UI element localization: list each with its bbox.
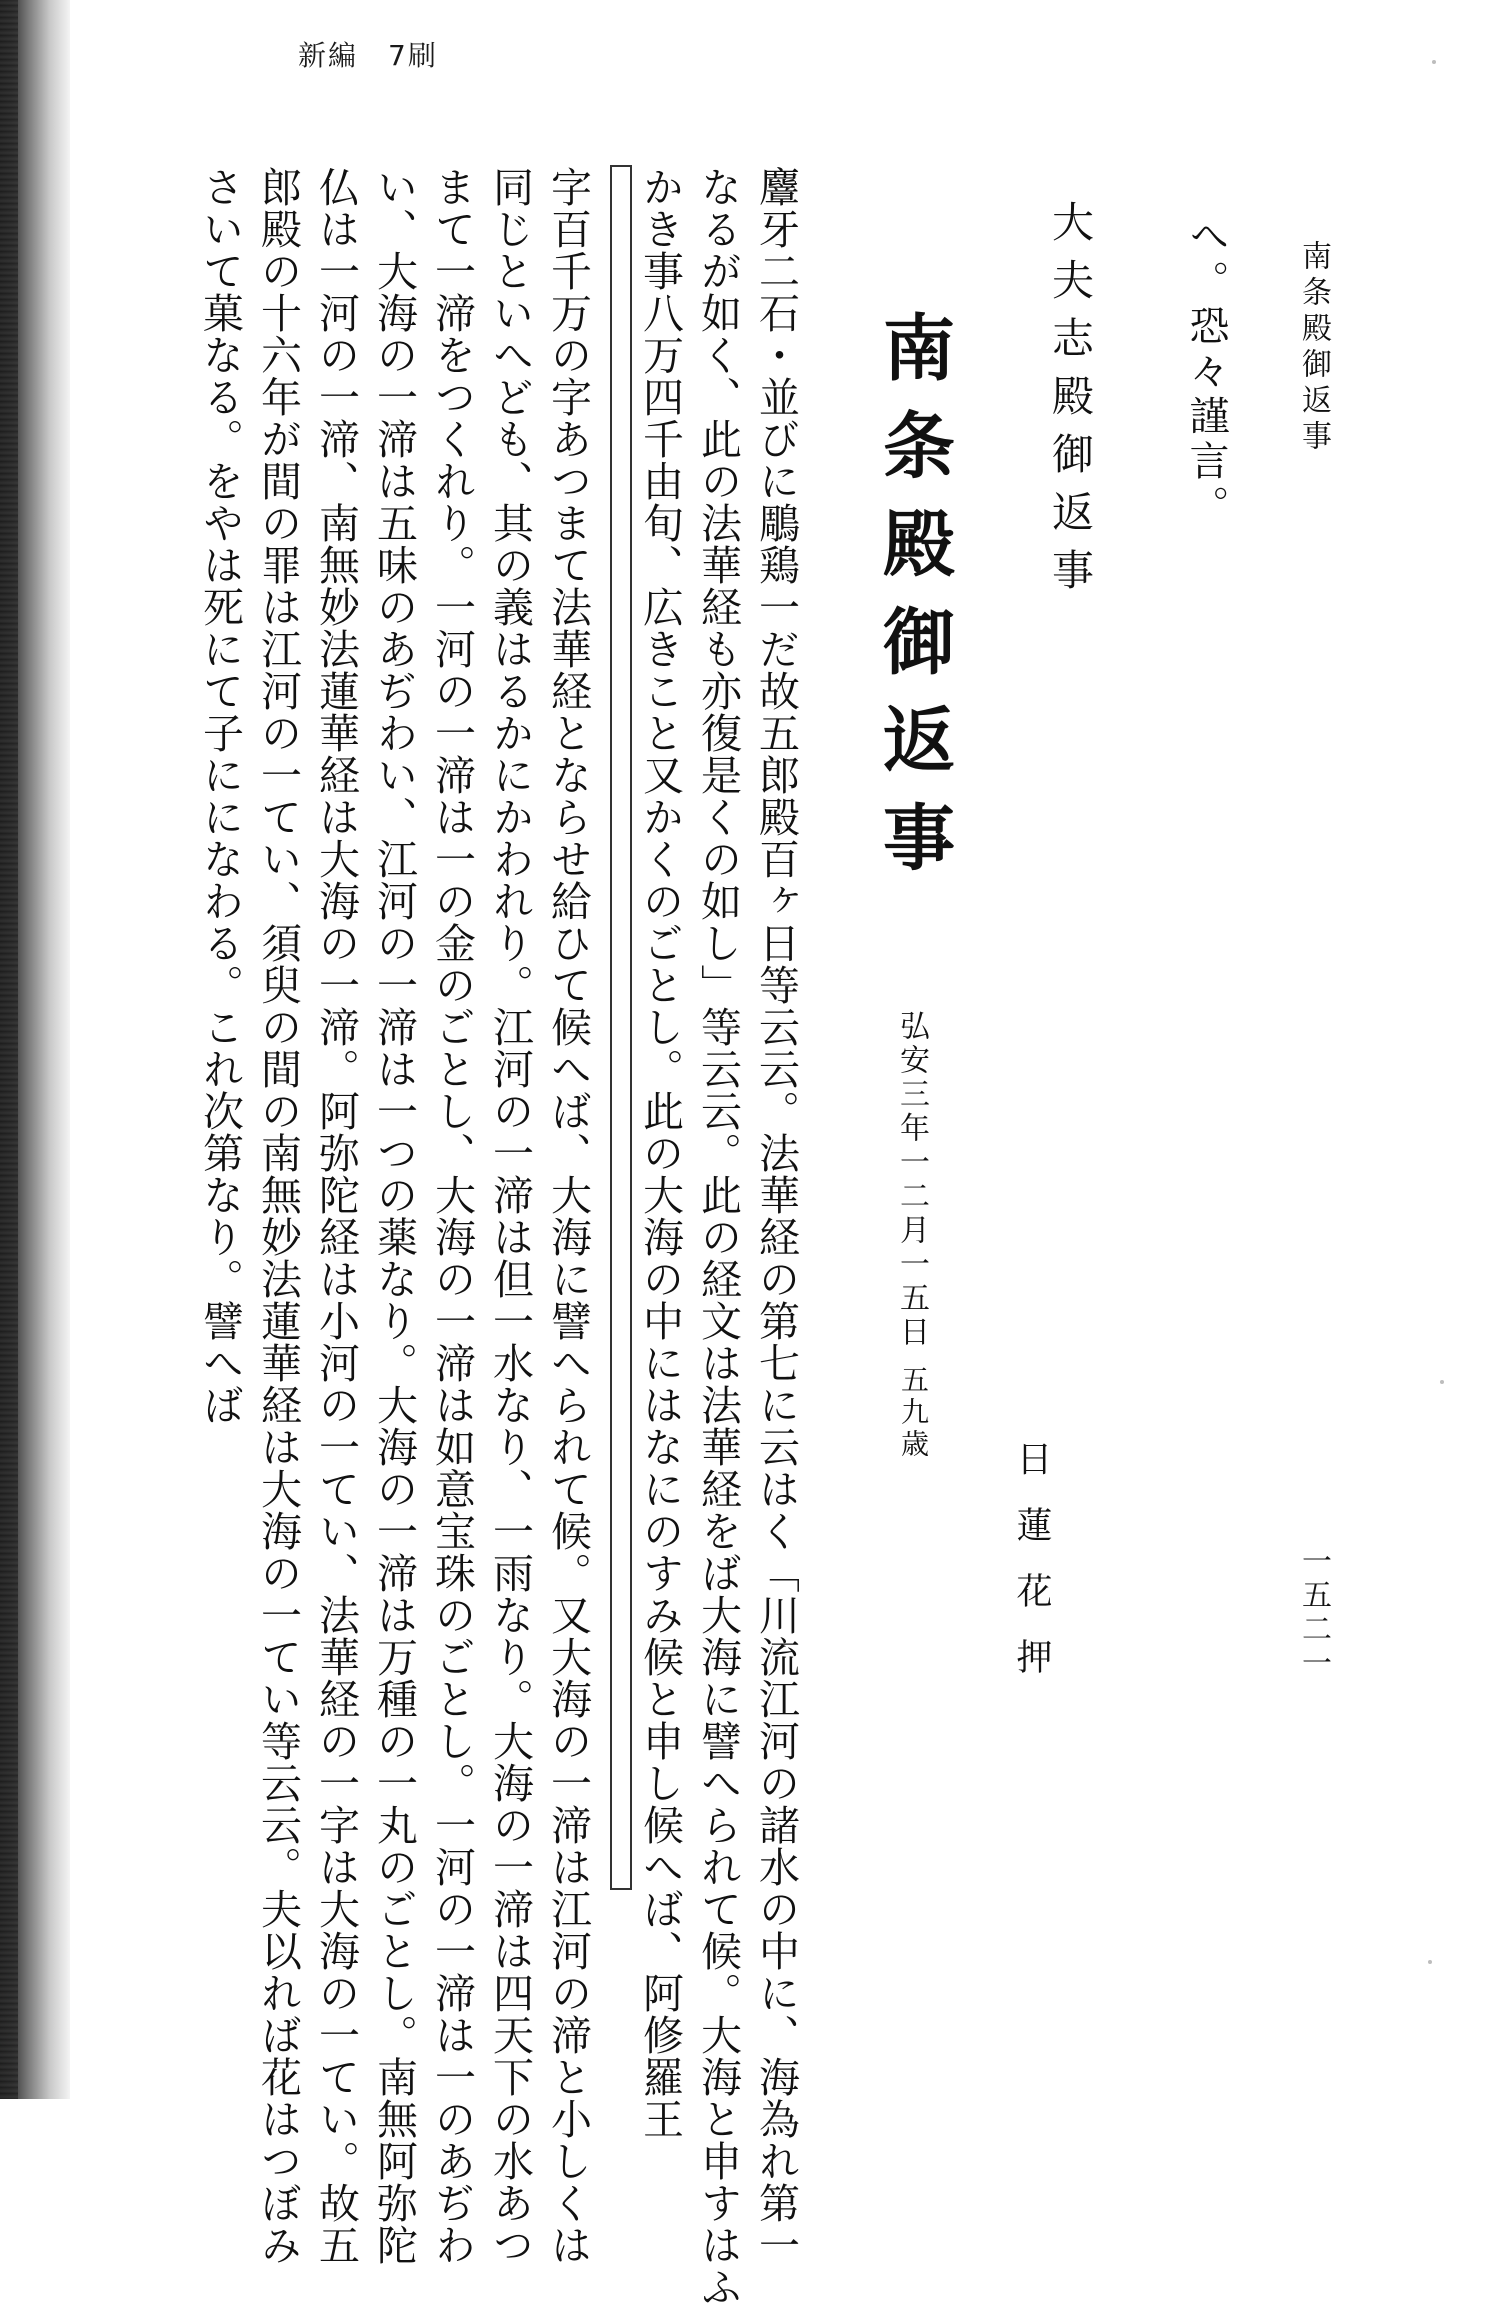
edition-label: 新編 7刷 [298, 39, 438, 72]
letter-date: 弘安三年一二月一五日 [894, 1010, 929, 1350]
body-line-3: かき事八万四千由旬、広きこと又かくのごとし。此の大海の中にはなにのすみ候と申し候へば、阿修羅王 [636, 166, 684, 2140]
gutter-binding [0, 0, 18, 2099]
running-head: 南条殿御返事 [1296, 240, 1331, 456]
body-line-4: 字百千万の字あつまて法華経とならせ給ひて候へば、大海に譬へられて候。又大海の一渧は江河の渧と小しくは [544, 166, 592, 2266]
addressee-line: 大夫志殿御返事 [1046, 200, 1095, 606]
body-line-10: さいて菓なる。をやは死にて子にになわる。これ次第なり。譬へば [196, 166, 244, 1426]
scan-speck [1428, 1960, 1432, 1964]
page-number: 一五二一 [1296, 1545, 1331, 1681]
body-line-5: 同じといへども、其の義はるかにかわれり。江河の一渧は但一水なり、一雨なり。大海の一渧は四天下の水あつ [486, 166, 534, 2266]
author-age: 五九歳 [897, 1365, 930, 1461]
book-gutter-shadow [0, 0, 70, 2099]
body-line-7: い、大海の一渧は五味のあぢわい、江河の一渧は一つの薬なり。大海の一渧は万種の一丸のごとし。南無阿弥陀 [370, 166, 418, 2266]
scan-speck [1432, 60, 1436, 64]
body-line-8: 仏は一河の一渧、南無妙法蓮華経は大海の一渧。阿弥陀経は小河の一てい、法華経の一字は大海の一てい。故五 [312, 166, 360, 2266]
body-line-1: 麞牙二石・並びに鵰鶏一だ故五郎殿百ヶ日等云云。法華経の第七に云はく「川流江河の諸水の中に、海為れ第一 [752, 166, 800, 2266]
scan-speck [1440, 1380, 1444, 1384]
body-line-9: 郎殿の十六年が間の罪は江河の一てい、須臾の間の南無妙法蓮華経は大海の一てい等云云。夫以れば花はつぼみ [254, 166, 302, 2266]
letter-title: 南条殿御返事 [871, 310, 956, 898]
closing-line: へ。恐々謹言。 [1183, 215, 1229, 530]
body-line-2: なるが如く、此の法華経も亦復是くの如し」等云云。此の経文は法華経をば大海に譬へられて候。大海と申すはふ [694, 166, 742, 2308]
letter-body [191, 166, 805, 2308]
author-signature: 日蓮花押 [1011, 1440, 1052, 1704]
body-line-6: まて一渧をつくれり。一河の一渧は一の金のごとし、大海の一渧は如意宝珠のごとし。一河の一渧は一のあぢわ [428, 166, 476, 2266]
